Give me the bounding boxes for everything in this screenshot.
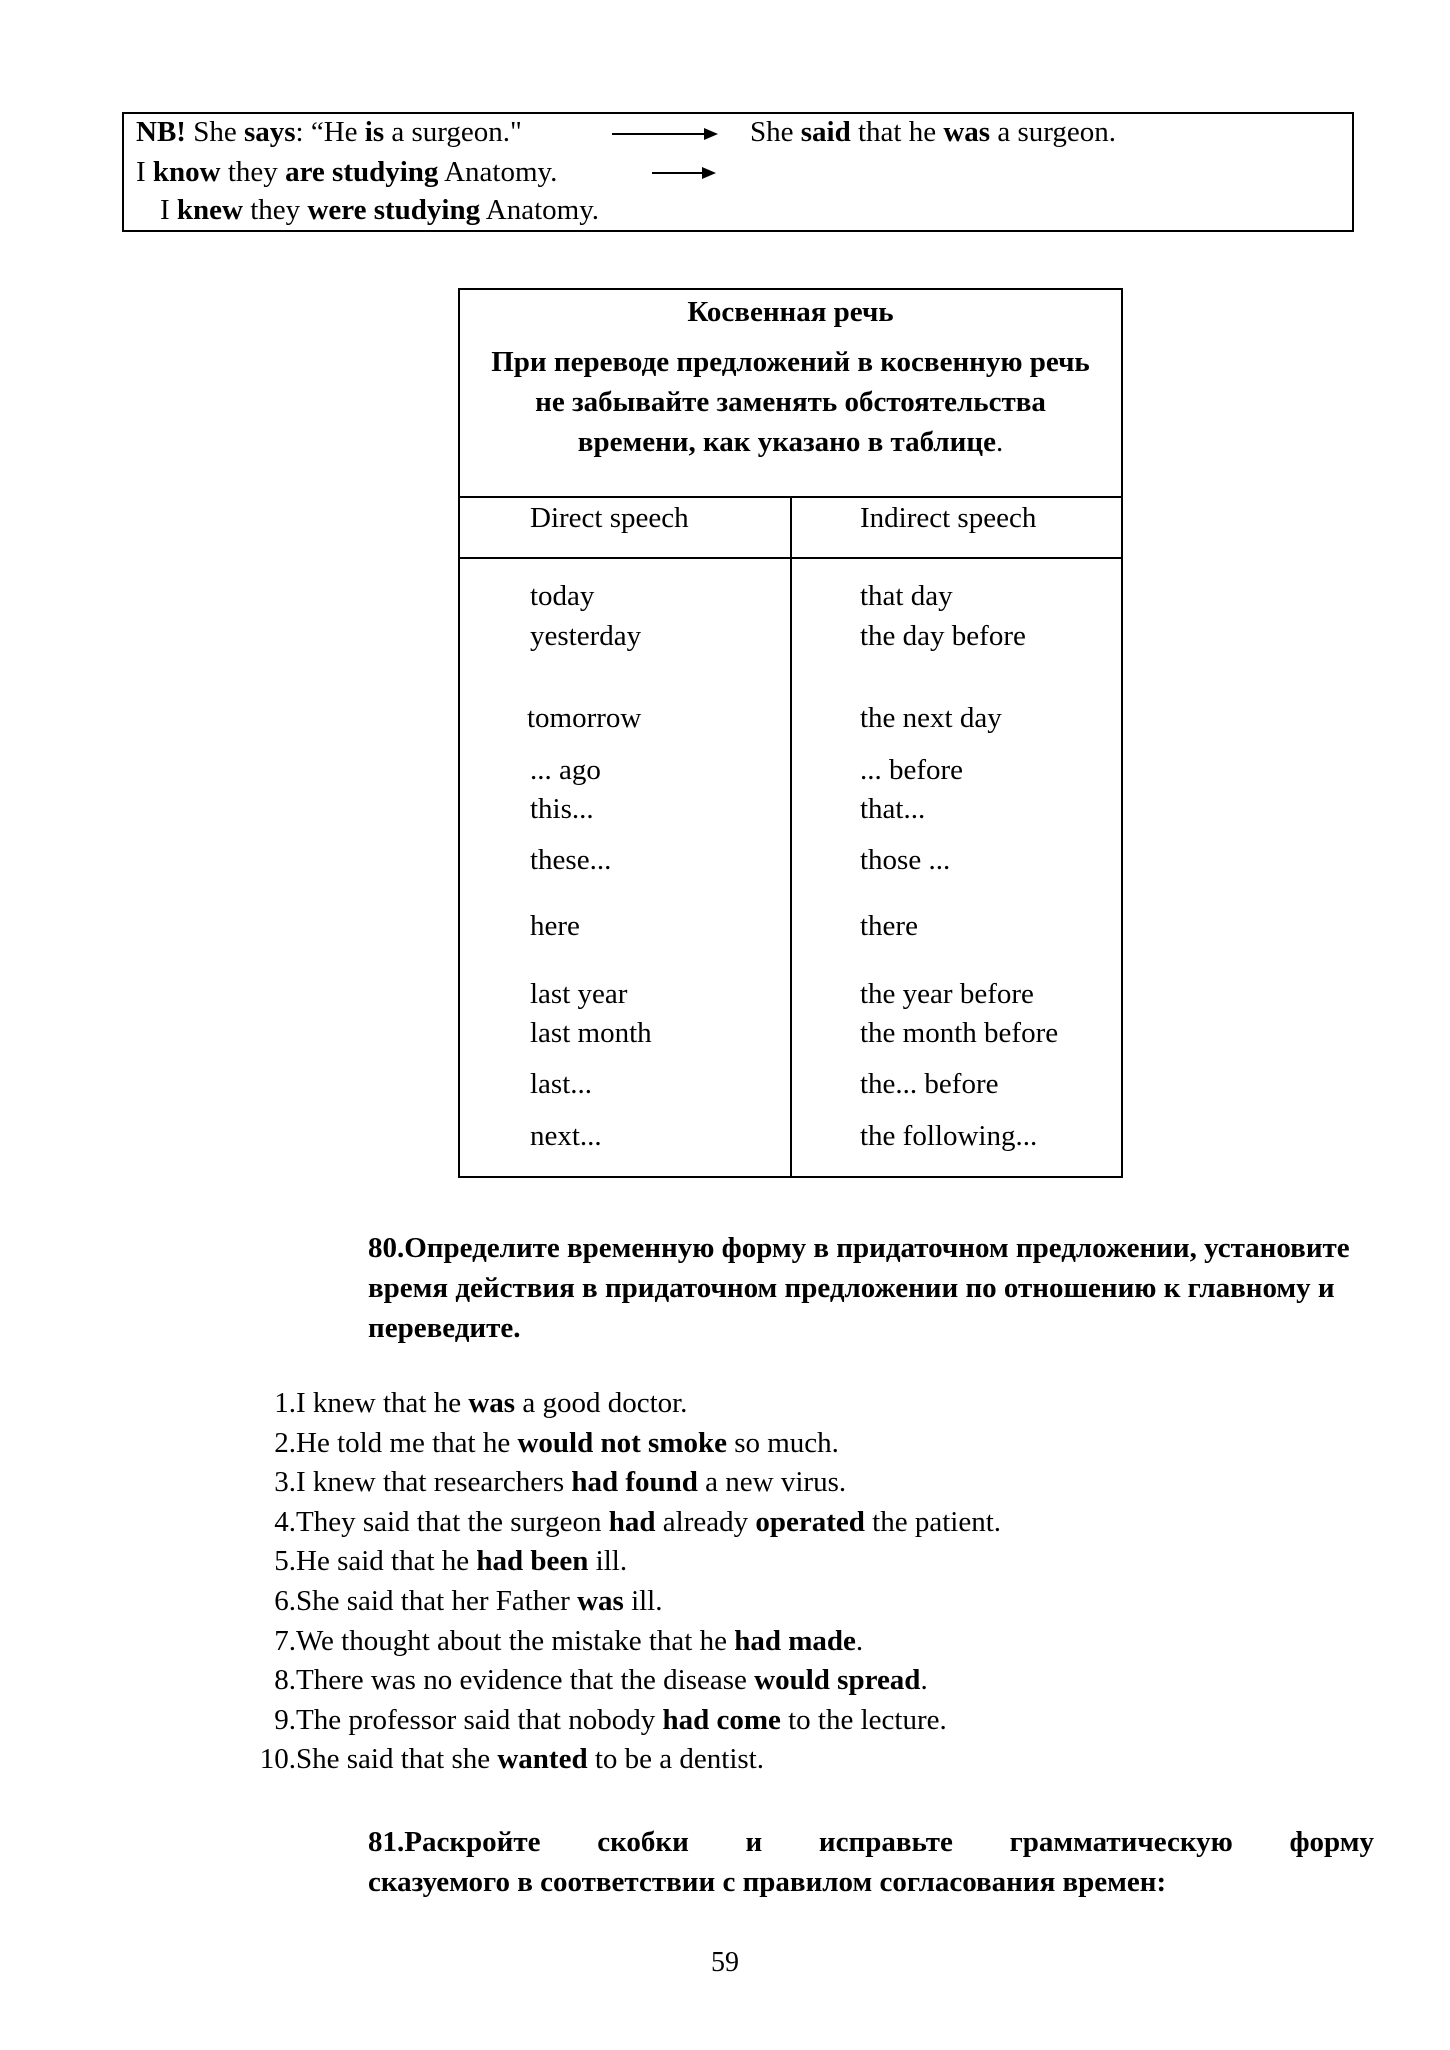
table-cell-indirect: ... before bbox=[860, 754, 964, 786]
table-cell-direct: this... bbox=[530, 793, 594, 825]
nb-verb: know bbox=[152, 156, 221, 188]
nb-text: I bbox=[136, 156, 153, 188]
arrow-right-icon bbox=[652, 166, 716, 180]
table-cell-direct: ... ago bbox=[530, 754, 601, 786]
nb-note-box bbox=[122, 112, 1354, 232]
table-cell-indirect: there bbox=[860, 910, 918, 942]
item-verb: had bbox=[608, 1505, 656, 1538]
item-text bbox=[296, 1384, 687, 1424]
nb-line-direct bbox=[136, 116, 522, 149]
item-text-part: so much. bbox=[726, 1426, 839, 1459]
item-text-part: He told me that he bbox=[296, 1426, 518, 1459]
nb-text: : “He bbox=[295, 116, 365, 148]
list-item bbox=[248, 1661, 928, 1701]
item-text-part: There was no evidence that the disease bbox=[296, 1664, 755, 1697]
item-text-part: ill. bbox=[588, 1545, 628, 1578]
item-number: 4. bbox=[274, 1505, 296, 1538]
item-verb: had come bbox=[662, 1703, 781, 1736]
header-rule bbox=[460, 557, 1121, 559]
item-number: 3. bbox=[274, 1466, 296, 1499]
item-number: 6. bbox=[274, 1584, 296, 1617]
table-cell-direct: next... bbox=[530, 1120, 602, 1152]
nb-line-reported bbox=[750, 116, 1116, 149]
exercise-81-heading-line2: сказуемого в соответствии с правилом согласования времен: bbox=[368, 1866, 1167, 1898]
item-text-part: to the lecture. bbox=[780, 1703, 947, 1736]
item-text bbox=[296, 1542, 627, 1582]
list-item bbox=[248, 1582, 663, 1622]
table-cell-direct: last year bbox=[530, 978, 628, 1010]
item-number: 7. bbox=[274, 1624, 296, 1657]
nb-text: She bbox=[185, 116, 244, 148]
table-cell-direct: tomorrow bbox=[527, 702, 642, 734]
list-item bbox=[248, 1463, 847, 1503]
table-cell-indirect: that day bbox=[860, 580, 953, 612]
table-cell-indirect: those ... bbox=[860, 844, 951, 876]
table-cell-direct: yesterday bbox=[530, 620, 642, 652]
nb-text: they bbox=[220, 156, 286, 188]
item-text bbox=[296, 1661, 928, 1701]
item-text-part: She said that she bbox=[296, 1743, 498, 1776]
nb-line-knew bbox=[160, 194, 599, 227]
nb-verb: was bbox=[943, 116, 991, 148]
table-cell-direct: these... bbox=[530, 844, 612, 876]
item-text-part: I knew that researchers bbox=[296, 1466, 572, 1499]
table-cell-indirect: the day before bbox=[860, 620, 1026, 652]
item-verb: wanted bbox=[497, 1743, 588, 1776]
arrow-right-icon bbox=[612, 127, 718, 141]
table-cell-indirect: the month before bbox=[860, 1017, 1059, 1049]
table-cell-indirect: the next day bbox=[860, 702, 1002, 734]
item-verb: operated bbox=[755, 1505, 865, 1538]
nb-text: that he bbox=[850, 116, 944, 148]
table-note-period: . bbox=[995, 426, 1004, 458]
exercise-80-heading: 80.Определите временную форму в придаточном предложении, установите время действия в придаточном предложении по отношению к главному и переведите. bbox=[368, 1232, 1350, 1344]
exercise-81-heading-line1: 81.Раскройте скобки и исправьте грамматическую форму bbox=[368, 1826, 1374, 1858]
nb-label: NB! bbox=[136, 116, 186, 148]
nb-verb: says bbox=[243, 116, 296, 148]
item-text-part: the patient. bbox=[864, 1505, 1001, 1538]
item-number: 8. bbox=[274, 1664, 296, 1697]
table-cell-indirect: the... before bbox=[860, 1068, 999, 1100]
item-text-part: a good doctor. bbox=[515, 1387, 688, 1419]
item-text-part: The professor said that nobody bbox=[296, 1703, 663, 1736]
item-text-part: a new virus. bbox=[697, 1466, 847, 1499]
list-item bbox=[248, 1701, 947, 1741]
table-cell-indirect: that... bbox=[860, 793, 926, 825]
item-text bbox=[296, 1503, 1001, 1543]
item-verb: had found bbox=[571, 1466, 698, 1499]
nb-verb: knew bbox=[176, 194, 243, 226]
item-verb: would not smoke bbox=[517, 1426, 727, 1459]
item-text-part: . bbox=[855, 1624, 864, 1657]
column-header-direct: Direct speech bbox=[530, 502, 689, 534]
column-header-indirect: Indirect speech bbox=[860, 502, 1037, 534]
nb-text: Anatomy. bbox=[438, 156, 558, 188]
column-divider bbox=[790, 496, 792, 1176]
nb-text: She bbox=[750, 116, 801, 148]
list-item bbox=[248, 1622, 864, 1662]
item-text-part: I knew that he bbox=[296, 1387, 469, 1419]
nb-text: they bbox=[243, 194, 308, 226]
table-note-text: При переводе предложений в косвенную речь не забывайте заменять обстоятельства времени, как указано в таблице bbox=[491, 346, 1090, 458]
nb-text: a surgeon. bbox=[990, 116, 1116, 148]
item-text-part: to be a dentist. bbox=[587, 1743, 764, 1776]
table-cell-indirect: the following... bbox=[860, 1120, 1038, 1152]
item-verb: would spread bbox=[754, 1664, 921, 1697]
item-text bbox=[296, 1701, 947, 1741]
list-item bbox=[248, 1424, 839, 1464]
item-text-part: We thought about the mistake that he bbox=[296, 1624, 735, 1657]
indirect-speech-table bbox=[458, 288, 1123, 1178]
item-text bbox=[296, 1463, 846, 1503]
item-text bbox=[296, 1622, 863, 1662]
item-text bbox=[296, 1582, 662, 1622]
nb-verb: are studying bbox=[285, 156, 439, 188]
item-text bbox=[296, 1424, 839, 1464]
item-verb: had been bbox=[476, 1545, 589, 1578]
nb-verb: said bbox=[800, 116, 851, 148]
item-text-part: They said that the surgeon bbox=[296, 1505, 609, 1538]
nb-line-know bbox=[136, 156, 557, 189]
item-number: 10. bbox=[259, 1743, 296, 1776]
item-number: 9. bbox=[274, 1703, 296, 1736]
item-text bbox=[296, 1740, 764, 1780]
table-cell-indirect: the year before bbox=[860, 978, 1034, 1010]
nb-text: I bbox=[160, 194, 177, 226]
item-text-part: ill. bbox=[623, 1584, 663, 1617]
list-item bbox=[248, 1542, 628, 1582]
item-verb: was bbox=[468, 1387, 516, 1419]
item-text-part: . bbox=[920, 1664, 928, 1697]
item-number: 5. bbox=[274, 1545, 296, 1578]
exercise-80-list bbox=[248, 1384, 1001, 1780]
item-text-part: She said that her Father bbox=[296, 1584, 578, 1617]
nb-text: a surgeon." bbox=[384, 116, 522, 148]
table-header bbox=[460, 290, 1121, 498]
table-note bbox=[474, 342, 1107, 462]
item-number: 2. bbox=[274, 1426, 296, 1459]
nb-verb: were studying bbox=[307, 194, 481, 226]
item-number: 1. bbox=[274, 1387, 296, 1419]
item-verb: had made bbox=[734, 1624, 856, 1657]
item-text-part: He said that he bbox=[296, 1545, 477, 1578]
page-number: 59 bbox=[711, 1947, 739, 1978]
item-verb: was bbox=[577, 1584, 624, 1617]
table-cell-direct: here bbox=[530, 910, 580, 942]
list-item bbox=[248, 1503, 1001, 1543]
table-cell-direct: last month bbox=[530, 1017, 652, 1049]
table-title: Косвенная речь bbox=[687, 296, 894, 328]
table-cell-direct: today bbox=[530, 580, 595, 612]
nb-text: Anatomy. bbox=[480, 194, 600, 226]
item-text-part: already bbox=[655, 1505, 756, 1538]
list-item bbox=[248, 1740, 764, 1780]
nb-verb: is bbox=[364, 116, 385, 148]
exercise-81-heading bbox=[368, 1822, 1374, 1902]
list-item bbox=[248, 1384, 688, 1424]
table-cell-direct: last... bbox=[530, 1068, 593, 1100]
